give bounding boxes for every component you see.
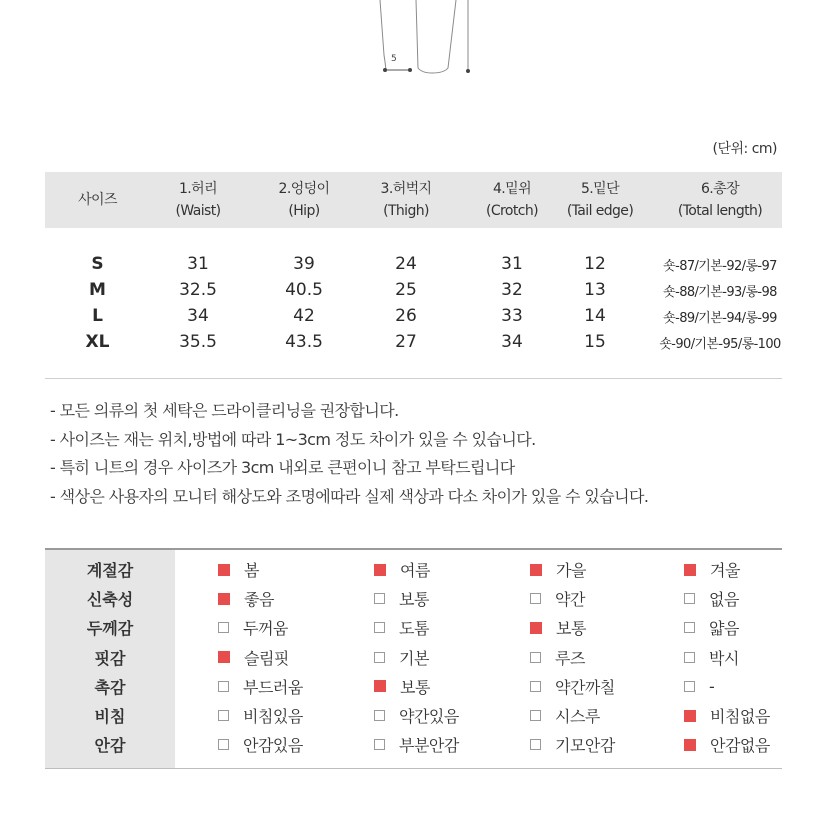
marker-label: 5	[391, 54, 397, 64]
feature-option[interactable]	[530, 701, 600, 730]
header-crotch-ko: 4.밑위	[492, 181, 531, 197]
feature-option-label: 보통	[556, 619, 586, 639]
length-cell: 숏-88/기본-93/롱-98	[663, 284, 777, 300]
feature-option-label: 기본	[399, 648, 429, 668]
feature-option-label: 안감있음	[243, 736, 303, 756]
feature-option[interactable]	[684, 643, 739, 672]
checked-checkbox[interactable]	[218, 593, 230, 605]
unchecked-checkbox[interactable]	[374, 622, 385, 633]
feature-option-label: 비침있음	[243, 707, 303, 726]
feature-row	[0, 643, 825, 672]
feature-option[interactable]	[218, 730, 303, 759]
feature-option[interactable]	[218, 584, 274, 613]
care-notes	[50, 398, 810, 512]
feature-option-label: 여름	[400, 561, 430, 580]
checked-checkbox[interactable]	[218, 564, 230, 576]
unchecked-checkbox[interactable]	[684, 593, 695, 604]
size-cell: S	[91, 254, 104, 274]
tail-cell: 13	[584, 280, 606, 300]
thigh-cell: 25	[395, 280, 417, 300]
feature-option[interactable]	[218, 555, 259, 584]
feature-row	[0, 555, 825, 584]
checked-checkbox[interactable]	[684, 739, 696, 751]
hip-cell: 42	[293, 306, 315, 326]
tail-cell: 14	[584, 306, 606, 326]
feature-option-label: 비침없음	[710, 707, 770, 726]
feature-option-label: 보통	[399, 590, 429, 610]
feature-option[interactable]	[684, 701, 770, 730]
feature-option[interactable]	[684, 730, 770, 759]
unchecked-checkbox[interactable]	[684, 681, 695, 692]
length-cell: 숏-89/기본-94/롱-99	[663, 310, 777, 326]
feature-option-label: 얇음	[709, 619, 739, 639]
waist-cell: 35.5	[179, 332, 217, 352]
unchecked-checkbox[interactable]	[218, 622, 229, 633]
header-thigh-ko: 3.허벅지	[380, 181, 432, 197]
header-crotch	[472, 172, 552, 228]
feature-table-bottom-border	[45, 768, 782, 769]
checked-checkbox[interactable]	[374, 564, 386, 576]
length-cell: 숏-90/기본-95/롱-100	[659, 336, 781, 352]
header-tail-en: (Tail edge)	[566, 203, 634, 219]
unchecked-checkbox[interactable]	[530, 739, 541, 750]
feature-row	[0, 613, 825, 642]
header-hip-ko: 2.엉덩이	[278, 181, 330, 197]
feature-row	[0, 672, 825, 701]
size-cell: L	[92, 306, 103, 326]
waist-cell: 32.5	[179, 280, 217, 300]
header-waist-en: (Waist)	[175, 203, 221, 219]
feature-option[interactable]	[374, 613, 429, 642]
feature-option[interactable]	[530, 730, 615, 759]
header-thigh-en: (Thigh)	[383, 203, 429, 219]
feature-option[interactable]	[374, 555, 430, 584]
table-row	[0, 329, 825, 355]
feature-option[interactable]	[530, 613, 586, 642]
unchecked-checkbox[interactable]	[218, 681, 229, 692]
feature-option-label: 안감없음	[710, 736, 770, 756]
feature-option[interactable]	[374, 701, 459, 730]
header-size	[65, 172, 130, 228]
feature-option[interactable]	[530, 643, 585, 672]
size-table-divider	[45, 378, 782, 379]
checked-checkbox[interactable]	[530, 622, 542, 634]
header-thigh	[366, 172, 446, 228]
feature-option-label: 봄	[244, 561, 259, 580]
note-line: - 사이즈는 재는 위치,방법에 따라 1~3cm 정도 차이가 있을 수 있습니다.	[50, 429, 536, 449]
feature-option[interactable]	[530, 584, 585, 613]
pants-illustration	[360, 0, 490, 80]
checked-checkbox[interactable]	[218, 651, 230, 663]
header-tail-edge	[555, 172, 645, 228]
unit-label: (단위: cm)	[712, 141, 777, 157]
header-total-length	[665, 172, 775, 228]
unchecked-checkbox[interactable]	[374, 652, 385, 663]
note-line: - 모든 의류의 첫 세탁은 드라이클리닝을 권장합니다.	[50, 401, 399, 420]
feature-row	[0, 730, 825, 759]
thigh-cell: 26	[395, 306, 417, 326]
size-cell: XL	[85, 332, 110, 352]
feature-option[interactable]	[218, 672, 303, 701]
crotch-cell: 32	[501, 280, 523, 300]
feature-option-label: 보통	[400, 677, 430, 697]
feature-row	[0, 584, 825, 613]
feature-option[interactable]	[218, 643, 289, 672]
feature-option-label: 부분안감	[399, 736, 459, 756]
header-crotch-en: (Crotch)	[486, 203, 538, 219]
thigh-cell: 27	[395, 332, 417, 352]
crotch-cell: 31	[501, 254, 523, 274]
table-row	[0, 303, 825, 329]
feature-label: 신축성	[86, 590, 134, 610]
feature-option-label: 기모안감	[555, 736, 615, 756]
unchecked-checkbox[interactable]	[218, 710, 229, 721]
unchecked-checkbox[interactable]	[530, 681, 541, 692]
feature-label: 계절감	[86, 561, 134, 580]
checked-checkbox[interactable]	[684, 564, 696, 576]
feature-option[interactable]	[530, 555, 586, 584]
hip-cell: 43.5	[285, 332, 323, 352]
feature-option-label: 약간	[555, 590, 585, 610]
feature-option-label: 약간까칠	[555, 677, 615, 697]
feature-label: 두께감	[86, 619, 134, 639]
checked-checkbox[interactable]	[684, 710, 696, 722]
feature-option[interactable]	[530, 672, 615, 701]
feature-option[interactable]	[684, 613, 739, 642]
checked-checkbox[interactable]	[530, 564, 542, 576]
table-row	[0, 277, 825, 303]
note-line: - 특히 니트의 경우 사이즈가 3cm 내외로 큰편이니 참고 부탁드립니다	[50, 458, 515, 477]
crotch-cell: 34	[501, 332, 523, 352]
header-hip	[264, 172, 344, 228]
feature-option-label: 루즈	[555, 648, 585, 668]
feature-option-label: 두꺼움	[243, 619, 288, 639]
feature-option[interactable]	[374, 584, 429, 613]
unchecked-checkbox[interactable]	[530, 710, 541, 721]
unchecked-checkbox[interactable]	[684, 622, 695, 633]
header-size-label: 사이즈	[78, 192, 117, 208]
tail-cell: 12	[584, 254, 606, 274]
header-length-en: (Total length)	[677, 203, 763, 219]
feature-option-label: 가을	[556, 561, 586, 580]
note-line: - 색상은 사용자의 모니터 해상도와 조명에따라 실제 색상과 다소 차이가 있을 수 있습니다.	[50, 486, 649, 506]
crotch-cell: 33	[501, 306, 523, 326]
feature-option[interactable]	[218, 613, 288, 642]
size-cell: M	[89, 280, 106, 300]
header-hip-en: (Hip)	[288, 203, 320, 219]
feature-row	[0, 701, 825, 730]
header-waist-ko: 1.허리	[178, 181, 217, 197]
feature-label: 안감	[94, 736, 126, 756]
feature-option-label: 없음	[709, 590, 739, 610]
feature-option-label: 시스루	[555, 707, 600, 726]
feature-option-label: -	[709, 676, 715, 696]
feature-option-label: 슬림핏	[244, 648, 289, 668]
feature-label: 촉감	[94, 677, 126, 697]
unchecked-checkbox[interactable]	[530, 593, 541, 604]
waist-cell: 34	[187, 306, 209, 326]
feature-option-label: 겨울	[710, 561, 740, 580]
length-cell: 숏-87/기본-92/롱-97	[663, 258, 777, 274]
unchecked-checkbox[interactable]	[374, 593, 385, 604]
tail-cell: 15	[584, 332, 606, 352]
unchecked-checkbox[interactable]	[684, 652, 695, 663]
feature-option[interactable]	[374, 730, 459, 759]
feature-option[interactable]	[684, 555, 740, 584]
hip-cell: 39	[293, 254, 315, 274]
checked-checkbox[interactable]	[374, 680, 386, 692]
unchecked-checkbox[interactable]	[374, 710, 385, 721]
feature-option-label: 부드러움	[243, 677, 303, 697]
feature-option-label: 약간있음	[399, 707, 459, 726]
header-length-ko: 6.총장	[700, 181, 739, 197]
feature-option-label: 좋음	[244, 590, 274, 610]
feature-option[interactable]	[374, 672, 430, 701]
table-row	[0, 251, 825, 277]
header-tail-ko: 5.밑단	[580, 181, 619, 197]
header-waist	[158, 172, 238, 228]
thigh-cell: 24	[395, 254, 417, 274]
feature-option[interactable]	[374, 643, 429, 672]
feature-label: 핏감	[94, 648, 126, 668]
feature-option-label: 박시	[709, 648, 739, 668]
feature-option[interactable]	[684, 672, 714, 701]
unchecked-checkbox[interactable]	[530, 652, 541, 663]
feature-option[interactable]	[684, 584, 739, 613]
waist-cell: 31	[187, 254, 209, 274]
hip-cell: 40.5	[285, 280, 323, 300]
feature-option-label: 도톰	[399, 619, 429, 639]
unchecked-checkbox[interactable]	[218, 739, 229, 750]
unchecked-checkbox[interactable]	[374, 739, 385, 750]
feature-label: 비침	[94, 707, 126, 726]
feature-option[interactable]	[218, 701, 303, 730]
